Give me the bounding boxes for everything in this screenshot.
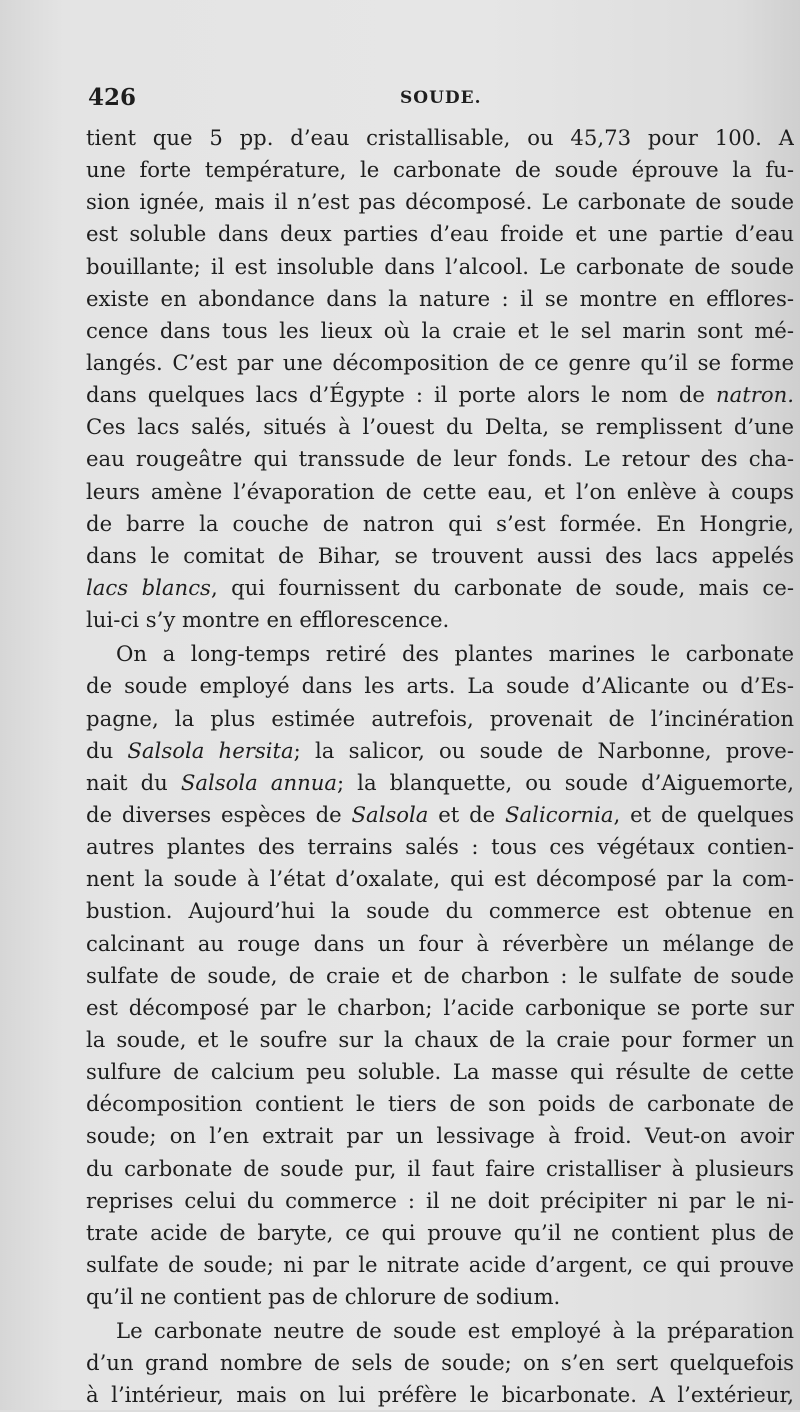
text-line [86, 1120, 794, 1152]
text-line [86, 670, 794, 702]
text-line [86, 186, 794, 218]
text-line [86, 863, 794, 895]
text-run: , qui fournissent du carbonate de soude, mais ce- [210, 574, 794, 600]
italic-term: Salicornia [505, 801, 614, 827]
text-line [86, 1379, 794, 1411]
italic-term: Salsola [351, 801, 429, 827]
text-run: pagne, la plus estimée autrefois, provenait de l’incinération [86, 705, 794, 731]
text-run: langés. C’est par une décomposition de ce genre qu’il se forme [86, 349, 794, 375]
text-line [86, 1088, 794, 1120]
text-line [86, 1153, 794, 1185]
text-run: eau rougeâtre qui transsude de leur fonds. Le retour des cha- [86, 446, 794, 472]
text-line [86, 799, 794, 831]
text-run: calcinant au rouge dans un four à réverbère un mélange de [86, 930, 794, 956]
text-run: Ces lacs salés, situés à l’ouest du Delta, se remplissent d’une [86, 414, 794, 440]
text-line [86, 1024, 794, 1056]
text-line [86, 283, 794, 315]
text-run: de diverses espèces de [86, 801, 352, 827]
text-run: nait du [86, 769, 181, 795]
body-text [86, 122, 794, 1412]
text-run: et de [428, 801, 506, 827]
text-run: qu’il ne contient pas de chlorure de sodium. [86, 1284, 561, 1310]
text-run: dans le comitat de Bihar, se trouvent aussi des lacs appelés [86, 542, 794, 568]
text-line [86, 992, 794, 1024]
text-run: On a long-temps retiré des plantes marines le carbonate [116, 641, 794, 667]
text-run: est soluble dans deux parties d’eau froide et une partie d’eau [86, 221, 794, 247]
text-run: , et de quelques [613, 801, 794, 827]
text-run: est décomposé par le charbon; l’acide carbonique se porte sur [86, 994, 794, 1020]
text-run: reprises celui du commerce : il ne doit précipiter ni par le ni- [86, 1187, 794, 1213]
text-line [86, 1347, 794, 1379]
text-line [86, 1281, 794, 1313]
text-line [86, 1315, 794, 1347]
text-line [86, 379, 794, 411]
text-run: sion ignée, mais il n’est pas décomposé. Le carbonate de soude [86, 189, 794, 215]
text-line [86, 218, 794, 250]
running-title: SOUDE. [400, 88, 482, 108]
text-line [86, 154, 794, 186]
text-run: tient que 5 pp. d’eau cristallisable, ou 45,73 pour 100. A [86, 125, 794, 150]
text-line [86, 831, 794, 863]
text-line [86, 251, 794, 283]
text-line [86, 1056, 794, 1088]
text-run: existe en abondance dans la nature : il se montre en efflores- [86, 285, 794, 311]
page-number: 426 [88, 84, 137, 111]
text-run: de soude employé dans les arts. La soude d’Alicante ou d’Es- [86, 673, 794, 699]
text-run: une forte température, le carbonate de soude éprouve la fu- [86, 157, 794, 183]
italic-term: natron. [715, 382, 794, 408]
text-run: trate acide de baryte, ce qui prouve qu’il ne contient plus de [86, 1219, 794, 1245]
italic-term: lacs blancs [86, 574, 211, 600]
text-line [86, 895, 794, 927]
text-line [86, 572, 794, 604]
text-line [86, 1185, 794, 1217]
running-head [88, 84, 794, 114]
text-run: du [86, 737, 128, 763]
text-run: sulfure de calcium peu soluble. La masse qui résulte de cette [86, 1059, 794, 1085]
text-line [86, 638, 794, 670]
text-line [86, 1249, 794, 1281]
text-run: sulfate de soude; ni par le nitrate acide d’argent, ce qui prouve [86, 1251, 794, 1277]
text-run: bouillante; il est insoluble dans l’alcool. Le carbonate de soude [86, 253, 794, 279]
text-run: d’un grand nombre de sels de soude; on s’en sert quelquefois [86, 1350, 794, 1376]
text-line [86, 1217, 794, 1249]
text-line [86, 443, 794, 475]
text-line [86, 540, 794, 572]
text-line [86, 604, 794, 636]
text-run: du carbonate de soude pur, il faut faire cristalliser à plusieurs [86, 1155, 794, 1181]
text-line [86, 960, 794, 992]
text-run: leurs amène l’évaporation de cette eau, et l’on enlève à coups [86, 478, 794, 504]
text-line [86, 122, 794, 154]
text-line [86, 767, 794, 799]
text-line [86, 315, 794, 347]
text-run: nent la soude à l’état d’oxalate, qui est décomposé par la com- [86, 866, 794, 892]
text-line [86, 703, 794, 735]
text-run: lui-ci s’y montre en efflorescence. [86, 607, 450, 633]
text-run: Le carbonate neutre de soude est employé à la préparation [116, 1318, 794, 1344]
text-run: à l’intérieur, mais on lui préfère le bicarbonate. A l’extérieur, [86, 1382, 794, 1408]
text-run: dans quelques lacs d’Égypte : il porte alors le nom de [86, 382, 716, 408]
italic-term: Salsola annua [180, 769, 338, 795]
text-run: ; la salicor, ou soude de Narbonne, prove- [293, 737, 794, 763]
text-run: de barre la couche de natron qui s’est formée. En Hongrie, [86, 510, 794, 536]
text-line [86, 411, 794, 443]
text-run: la soude, et le soufre sur la chaux de la craie pour former un [86, 1026, 794, 1052]
text-line [86, 735, 794, 767]
text-line [86, 476, 794, 508]
text-run: ; la blanquette, ou soude d’Aiguemorte, [337, 769, 794, 795]
text-run: décomposition contient le tiers de son poids de carbonate de [86, 1091, 794, 1117]
text-line [86, 928, 794, 960]
text-run: autres plantes des terrains salés : tous ces végétaux contien- [86, 834, 794, 860]
text-line [86, 508, 794, 540]
text-run: sulfate de soude, de craie et de charbon : le sulfate de soude [86, 962, 794, 988]
text-run: soude; on l’en extrait par un lessivage à froid. Veut-on avoir [86, 1123, 794, 1149]
text-run: cence dans tous les lieux où la craie et le sel marin sont mé- [86, 317, 794, 343]
text-run: bustion. Aujourd’hui la soude du commerce est obtenue en [86, 898, 794, 924]
italic-term: Salsola hersita [127, 737, 294, 763]
text-line [86, 347, 794, 379]
